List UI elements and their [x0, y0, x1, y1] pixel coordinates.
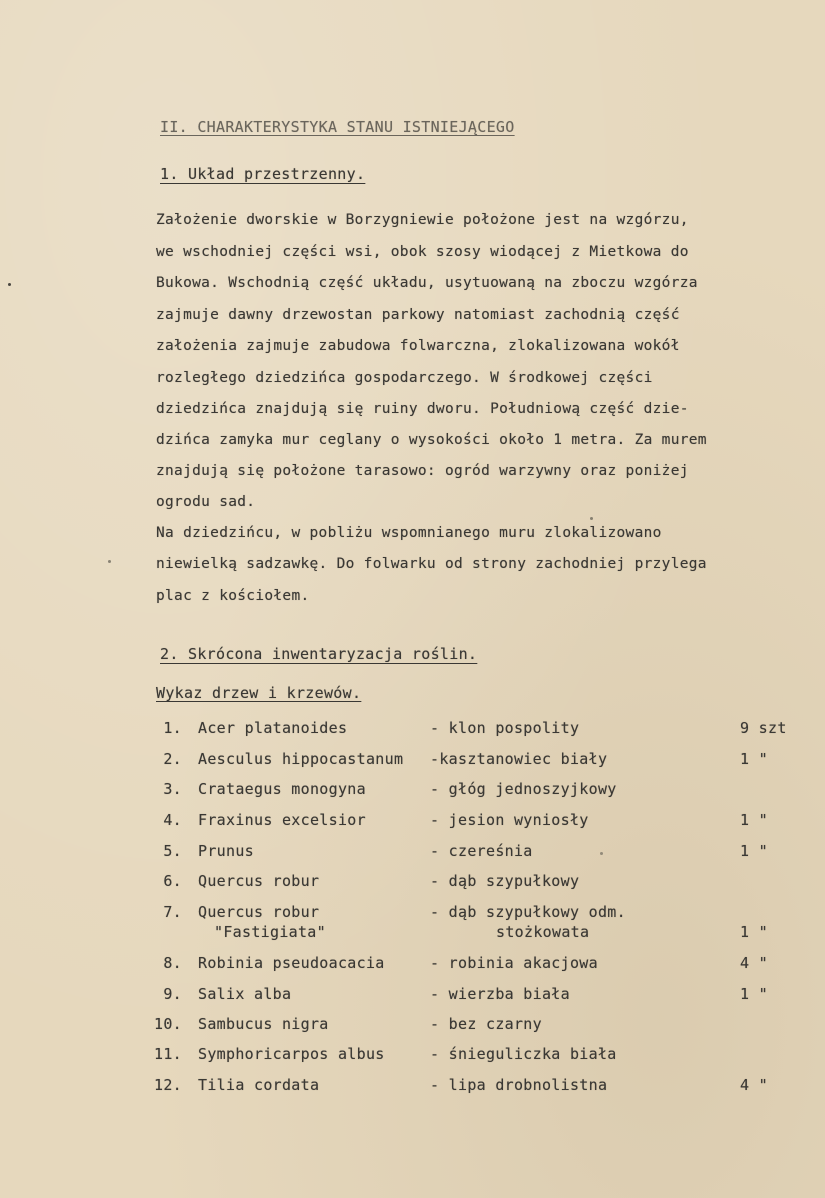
item-number: 6. — [163, 872, 182, 890]
quantity: 4 " — [740, 954, 768, 972]
subsection-heading-inventory: 2. Skrócona inwentaryzacja roślin. — [160, 645, 478, 663]
latin-name: Sambucus nigra — [198, 1015, 329, 1033]
polish-name: - dąb szypułkowy odm. — [430, 903, 626, 921]
latin-name: Prunus — [198, 842, 254, 860]
item-number: 4. — [163, 811, 182, 829]
latin-name: Crataegus monogyna — [198, 780, 366, 798]
polish-name: - jesion wyniosły — [430, 811, 589, 829]
section-heading: II. CHARAKTERYSTYKA STANU ISTNIEJĄCEGO — [160, 118, 515, 136]
item-number: 1. — [163, 719, 182, 737]
list-item — [0, 985, 825, 1005]
paragraph-line: Na dziedzińcu, w pobliżu wspomnianego muru zlokalizowano — [156, 525, 662, 541]
latin-name: Salix alba — [198, 985, 292, 1003]
polish-name: -kasztanowiec biały — [430, 750, 608, 768]
item-number: 10. — [154, 1015, 182, 1033]
paragraph-line: znajdują się położone tarasowo: ogród warzywny oraz poniżej — [156, 463, 689, 479]
polish-name: - czereśnia — [430, 842, 533, 860]
list-item — [0, 903, 825, 923]
list-item — [0, 872, 825, 892]
quantity: 1 " — [740, 811, 768, 829]
subsection-heading-layout: 1. Układ przestrzenny. — [160, 165, 366, 183]
list-item — [0, 954, 825, 974]
list-item — [0, 842, 825, 862]
polish-name: - śnieguliczka biała — [430, 1045, 617, 1063]
paragraph-line: ogrodu sad. — [156, 494, 256, 510]
list-item-continuation — [0, 923, 825, 943]
list-item — [0, 811, 825, 831]
item-number: 5. — [163, 842, 182, 860]
quantity: 1 " — [740, 985, 768, 1003]
polish-name: - wierzba biała — [430, 985, 570, 1003]
quantity: 1 " — [740, 923, 768, 941]
paragraph-line: założenia zajmuje zabudowa folwarczna, zlokalizowana wokół — [156, 338, 680, 354]
list-item — [0, 780, 825, 800]
polish-name: - klon pospolity — [430, 719, 580, 737]
latin-name: Aesculus hippocastanum — [198, 750, 404, 768]
paragraph-line: dzińca zamyka mur ceglany o wysokości około 1 metra. Za murem — [156, 432, 707, 448]
list-item — [0, 1015, 825, 1035]
paper-speck — [108, 560, 111, 563]
list-item — [0, 1076, 825, 1096]
item-number: 2. — [163, 750, 182, 768]
item-number: 3. — [163, 780, 182, 798]
paragraph-line: niewielką sadzawkę. Do folwarku od strony zachodniej przylega — [156, 556, 707, 572]
item-number: 7. — [163, 903, 182, 921]
quantity: 4 " — [740, 1076, 768, 1094]
paper-speck — [600, 852, 603, 855]
paper-speck — [590, 517, 593, 520]
polish-name: - bez czarny — [430, 1015, 542, 1033]
list-title: Wykaz drzew i krzewów. — [156, 684, 362, 702]
item-number: 12. — [154, 1076, 182, 1094]
latin-name: Fraxinus excelsior — [198, 811, 366, 829]
paragraph-line: Założenie dworskie w Borzygniewie położone jest na wzgórzu, — [156, 212, 689, 228]
quantity: 9 szt — [740, 719, 787, 737]
latin-name: Symphoricarpos albus — [198, 1045, 385, 1063]
list-item — [0, 750, 825, 770]
polish-name: - głóg jednoszyjkowy — [430, 780, 617, 798]
latin-name: Acer platanoides — [198, 719, 348, 737]
paragraph-line: rozległego dziedzińca gospodarczego. W środkowej części — [156, 370, 653, 386]
item-number: 8. — [163, 954, 182, 972]
latin-name: Robinia pseudoacacia — [198, 954, 385, 972]
latin-name: Quercus robur — [198, 872, 320, 890]
paragraph-line: we wschodniej części wsi, obok szosy wiodącej z Mietkowa do — [156, 244, 689, 260]
item-number: 9. — [163, 985, 182, 1003]
paragraph-line: zajmuje dawny drzewostan parkowy natomiast zachodnią część — [156, 307, 680, 323]
latin-cultivar: "Fastigiata" — [214, 923, 326, 941]
latin-name: Tilia cordata — [198, 1076, 320, 1094]
paragraph-line: dziedzińca znajdują się ruiny dworu. Południową część dzie- — [156, 401, 689, 417]
list-item — [0, 1045, 825, 1065]
paper-speck — [8, 283, 11, 286]
paragraph-line: Bukowa. Wschodnią część układu, usytuowaną na zboczu wzgórza — [156, 275, 698, 291]
list-item — [0, 719, 825, 739]
item-number: 11. — [154, 1045, 182, 1063]
polish-name: - dąb szypułkowy — [430, 872, 580, 890]
latin-name: Quercus robur — [198, 903, 320, 921]
quantity: 1 " — [740, 750, 768, 768]
quantity: 1 " — [740, 842, 768, 860]
polish-variety: stożkowata — [496, 923, 590, 941]
polish-name: - lipa drobnolistna — [430, 1076, 608, 1094]
polish-name: - robinia akacjowa — [430, 954, 598, 972]
paragraph-line: plac z kościołem. — [156, 588, 310, 604]
